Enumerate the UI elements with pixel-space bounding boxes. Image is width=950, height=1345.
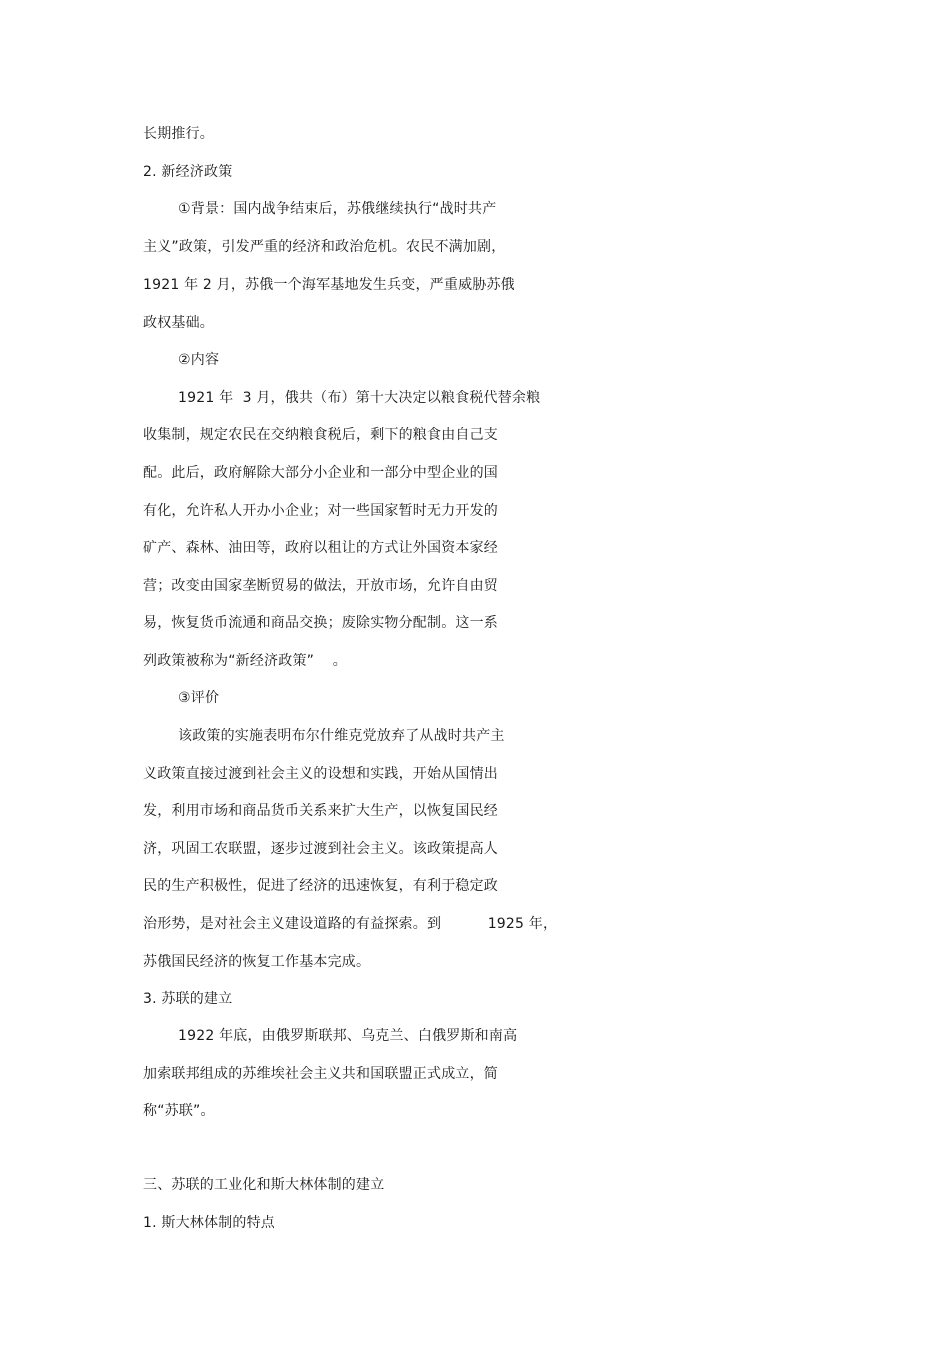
subheading: ③评价 [178,690,220,706]
text-line: 主义”政策，引发严重的经济和政治危机。农民不满加剧， [143,239,506,255]
text-line: 加索联邦组成的苏维埃社会主义共和国联盟正式成立，简 [143,1066,498,1082]
text-line: 济，巩固工农联盟，逐步过渡到社会主义。该政策提高人 [143,841,498,857]
text-line: 列政策被称为“新经济政策” 。 [143,653,347,669]
subheading: ②内容 [178,352,220,368]
text-line: 民的生产积极性，促进了经济的迅速恢复，有利于稳定政 [143,878,498,894]
text-line: 1922 年底，由俄罗斯联邦、乌克兰、白俄罗斯和南高 [178,1028,518,1044]
text-line: 治形势，是对社会主义建设道路的有益探索。到 1925 年， [143,916,558,932]
text-line: 政权基础。 [143,315,214,331]
text-line: 1921 年 3 月，俄共（布）第十大决定以粮食税代替余粮 [178,390,541,406]
text-line: ①背景：国内战争结束后，苏俄继续执行“战时共产 [178,201,497,217]
text-line: 该政策的实施表明布尔什维克党放弃了从战时共产主 [178,728,505,744]
text-line: 称“苏联”。 [143,1103,215,1119]
text-line: 营；改变由国家垄断贸易的做法，开放市场，允许自由贸 [143,578,498,594]
text-line: 配。此后，政府解除大部分小企业和一部分中型企业的国 [143,465,498,481]
text-line: 收集制，规定农民在交纳粮食税后，剩下的粮食由自己支 [143,427,498,443]
text-line: 1921 年 2 月，苏俄一个海军基地发生兵变，严重威胁苏俄 [143,277,515,293]
section-heading: 2. 新经济政策 [143,164,233,180]
text-line: 长期推行。 [143,126,214,142]
section-heading: 3. 苏联的建立 [143,991,233,1007]
chapter-heading: 三、苏联的工业化和斯大林体制的建立 [143,1177,385,1193]
section-heading: 1. 斯大林体制的特点 [143,1215,276,1231]
text-line: 发，利用市场和商品货币关系来扩大生产，以恢复国民经 [143,803,498,819]
text-line: 苏俄国民经济的恢复工作基本完成。 [143,954,371,970]
text-line: 义政策直接过渡到社会主义的设想和实践，开始从国情出 [143,766,498,782]
text-line: 易，恢复货币流通和商品交换；废除实物分配制。这一系 [143,615,498,631]
text-line: 有化，允许私人开办小企业；对一些国家暂时无力开发的 [143,503,498,519]
text-line: 矿产、森林、油田等，政府以租让的方式让外国资本家经 [143,540,498,556]
